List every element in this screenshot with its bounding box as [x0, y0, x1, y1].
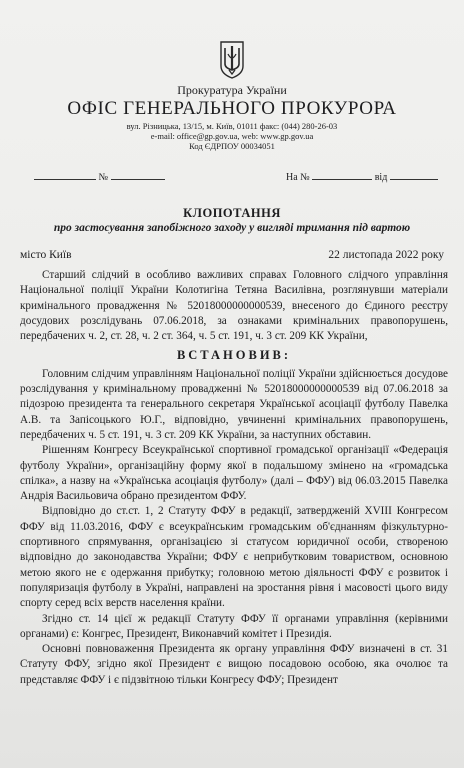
date-blank [34, 170, 96, 180]
address-line: вул. Різницька, 13/15, м. Київ, 01011 факс: (044) 280-26-03 [126, 121, 338, 131]
from-label: від [374, 172, 388, 183]
section-heading: ВСТАНОВИВ: [176, 348, 292, 363]
outgoing-ref [34, 170, 165, 183]
paragraph: Відповідно до ст.ст. 1, 2 Статуту ФФУ в редакції, затвердженій XVIII Конгресом ФФУ від 11.03.2016, ФФУ є всеукраїнським громадським об'єднанням фізкультурно-спортивного спрямування, організацією зі статусом юридичної особи, створеною відповідно до законодавства України; ФФУ є неприбутковим товариством, основною метою якого не є одержання прибутку; головною метою діяльності ФФУ є розвиток і популяризація футболу в Україні, направлені на зростання рівня і масовості цього виду спорту серед всіх верств населення країни. [20, 505, 448, 610]
incoming-number-label: На № [286, 172, 310, 183]
letterhead [0, 40, 464, 151]
paragraph: Основні повноваження Президента як органу управління ФФУ визначені в ст. 31 Статуту ФФУ, згідно якої Президент є вищою посадовою особою, яка очолює та представляє ФФУ і є підзвітною тільки Конгресу ФФУ; Президент [20, 643, 448, 686]
document-date: 22 листопада 2022 року [328, 249, 444, 261]
document-subtitle: про застосування запобіжного заходу у вигляді тримання під вартою [53, 222, 411, 234]
org-name: ОФІС ГЕНЕРАЛЬНОГО ПРОКУРОРА [67, 98, 397, 119]
document-title: КЛОПОТАННЯ [183, 206, 281, 220]
incoming-date-blank [390, 170, 438, 180]
paragraph: Згідно ст. 14 цієї ж редакції Статуту ФФУ її органами управління (керівними органами) є: Конгрес, Президент, Виконавчий комітет і Президія. [20, 612, 448, 640]
incoming-number-blank [312, 170, 372, 180]
city: місто Київ [20, 249, 72, 261]
trident-emblem-icon [218, 40, 246, 80]
edrpou-line: Код ЄДРПОУ 00034051 [189, 141, 275, 151]
org-line: Прокуратура України [177, 83, 287, 97]
paragraph: Головним слідчим управлінням Національної поліції України здійснюється досудове розслідування у кримінальному провадженні № 52018000000000539 від 07.06.2018 за підозрою президента та генерального секретаря Української асоціації футболу Павелка А.В. та Запісоцького Ю.Г., відповідно, увчиненні кримінальних правопорушень, передбачених ч. 5 ст. 191, ч. 3 ст. 209 КК України, за наступних обставин. [20, 367, 448, 441]
email-web-line: e-mail: office@gp.gov.ua, web: www.gp.gov.ua [150, 131, 314, 141]
number-label: № [98, 172, 109, 183]
incoming-ref [286, 170, 438, 183]
document-body [20, 268, 448, 688]
paragraph: Старший слідчий в особливо важливих справах Головного слідчого управління Національної поліції України Колотигіна Тетяна Василівна, розглянувши матеріали кримінального провадження № 52018000000000539, внесеного до Єдиного реєстру досудових розслідувань 07.06.2018, за ознаками кримінальних правопорушень, передбачених ч. 2, ст. 28, ч. 2 ст. 364, ч. 5 ст. 191, ч. 3 ст. 209 КК України, [20, 269, 448, 343]
paragraph: Рішенням Конгресу Всеукраїнської спортивної громадської організації «Федерація футболу України», організаційну форму якої в подальшому змінено на «громадська спілка», а назву на «Українська асоціація футболу» (далі – ФФУ) від 06.03.2015 Павелка Андрія Васильовича обрано президентом ФФУ. [20, 444, 448, 503]
number-blank [111, 170, 165, 180]
